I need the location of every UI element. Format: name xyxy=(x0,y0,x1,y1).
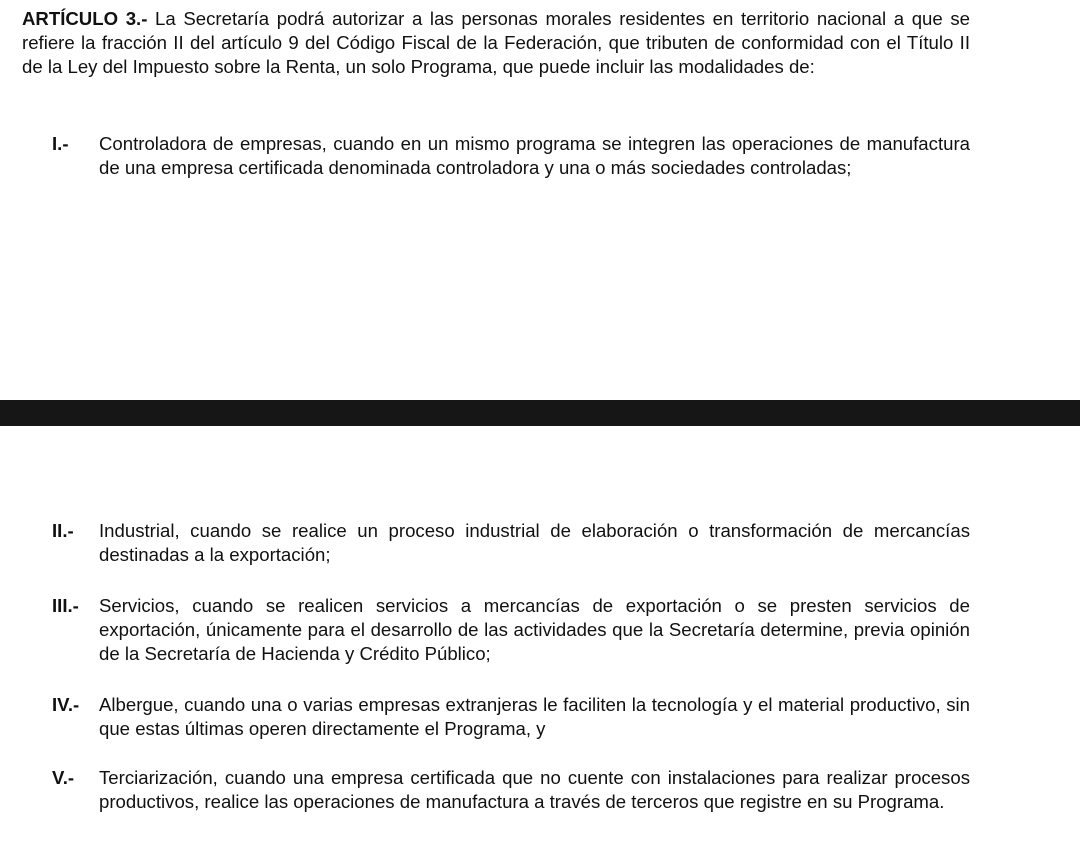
fraction-text: Industrial, cuando se realice un proceso industrial de elaboración o transformación de mercancías destinadas a la exportación; xyxy=(99,520,970,566)
fraction-number: I.- xyxy=(52,133,69,154)
fraction-item-1 xyxy=(52,132,970,180)
article-heading: ARTÍCULO 3.- xyxy=(22,8,148,29)
fraction-item-3 xyxy=(52,594,970,667)
fraction-number: IV.- xyxy=(52,694,80,715)
fraction-text: Albergue, cuando una o varias empresas extranjeras le faciliten la tecnología y el material productivo, sin que estas últimas operen directamente el Programa, y xyxy=(99,694,970,740)
article-body-text: La Secretaría podrá autorizar a las personas morales residentes en territorio nacional a que se refiere la fracción II del artículo 9 del Código Fiscal de la Federación, que tributen de conformidad con el Título II de la Ley del Impuesto sobre la Renta, un solo Programa, que puede incluir las modalidades de: xyxy=(22,8,971,78)
fraction-item-4 xyxy=(52,693,970,741)
fraction-text: Controladora de empresas, cuando en un mismo programa se integren las operaciones de manufactura de una empresa certificada denominada controladora y una o más sociedades controladas; xyxy=(99,133,970,179)
fraction-number: II.- xyxy=(52,520,74,541)
article-3-paragraph xyxy=(22,0,970,80)
fraction-item-2 xyxy=(52,519,970,567)
fraction-text: Terciarización, cuando una empresa certificada que no cuente con instalaciones para realizar procesos productivos, realice las operaciones de manufactura a través de terceros que registre en su Programa. xyxy=(99,767,970,813)
fraction-number: III.- xyxy=(52,595,79,616)
page-break-bar xyxy=(0,400,1080,426)
fraction-text: Servicios, cuando se realicen servicios a mercancías de exportación o se presten servicios de exportación, únicamente para el desarrollo de las actividades que la Secretaría determine, previa opinión de la Secretaría de Hacienda y Crédito Público; xyxy=(99,595,970,665)
fraction-item-5 xyxy=(52,766,970,814)
fraction-number: V.- xyxy=(52,767,75,788)
